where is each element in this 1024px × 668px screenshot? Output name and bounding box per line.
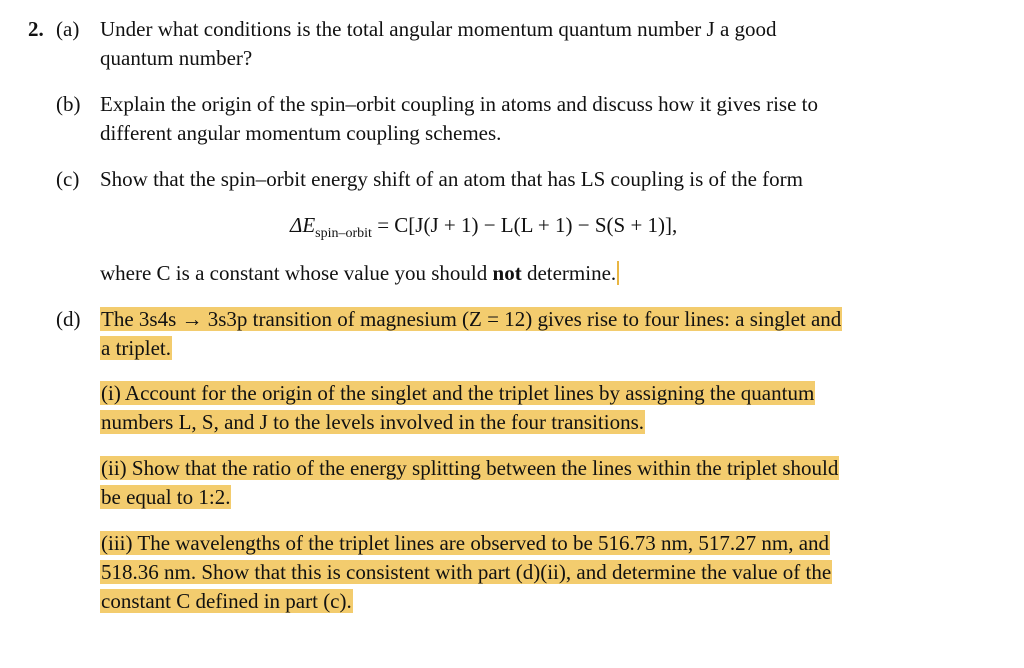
part-d-iii-line-3: [100, 588, 353, 614]
spin-orbit-equation: [290, 212, 678, 241]
question-number: 2.: [28, 17, 44, 41]
part-d-line-2: [100, 335, 172, 361]
part-c-after-bold: not: [492, 261, 522, 285]
part-d-ii-line-1: [100, 455, 839, 481]
part-d-i-line-1: [100, 380, 815, 406]
part-c-line-1: Show that the spin–orbit energy shift of an atom that has LS coupling is of the form: [100, 167, 804, 191]
part-d-i-line-2: [100, 409, 645, 435]
part-c-label: (c): [56, 167, 80, 191]
equation-subscript: spin–orbit: [315, 226, 372, 241]
part-b-line-2: different angular momentum coupling schemes.: [100, 121, 502, 145]
part-d-iii-line-2-text: 518.36 nm. Show that this is consistent with part (d)(ii), and determine the value of the: [101, 560, 832, 584]
part-c-after-equation: [100, 260, 619, 286]
part-d-iii-line-1: [100, 530, 830, 556]
equation-lhs: ΔE: [290, 213, 316, 237]
part-d-i-line-1-text: (i) Account for the origin of the singlet and the triplet lines by assigning the quantum: [101, 381, 815, 405]
part-d-line-1: [100, 306, 842, 332]
part-c-after-pre: where C is a constant whose value you should: [100, 261, 493, 285]
part-d-iii-line-2: [100, 559, 832, 585]
part-a-line-2: quantum number?: [100, 46, 253, 70]
part-b-label: (b): [56, 92, 81, 116]
part-a-label: (a): [56, 17, 80, 41]
part-b-line-1: Explain the origin of the spin–orbit coupling in atoms and discuss how it gives rise to: [100, 92, 818, 116]
part-d-ii-line-1-text: (ii) Show that the ratio of the energy splitting between the lines within the triplet should: [101, 456, 839, 480]
part-d-ii-line-2: [100, 484, 231, 510]
part-d-label: (d): [56, 307, 81, 331]
part-d-i-line-2-text: numbers L, S, and J to the levels involved in the four transitions.: [101, 410, 645, 434]
part-d-iii-line-1-text: (iii) The wavelengths of the triplet lines are observed to be 516.73 nm, 517.27 nm, and: [101, 531, 830, 555]
part-a-line-1: Under what conditions is the total angular momentum quantum number J a good: [100, 17, 777, 41]
part-c-after-post: determine.: [521, 261, 617, 285]
text-cursor: [617, 261, 619, 285]
part-d-line-2-text: a triplet.: [101, 336, 171, 360]
part-d-iii-line-3-text: constant C defined in part (c).: [101, 589, 352, 613]
part-d-ii-line-2-text: be equal to 1:2.: [101, 485, 231, 509]
equation-rhs: = C[J(J + 1) − L(L + 1) − S(S + 1)],: [371, 213, 678, 237]
part-d-line-1-text: The 3s4s → 3s3p transition of magnesium (Z = 12) gives rise to four lines: a singlet and: [101, 307, 842, 331]
